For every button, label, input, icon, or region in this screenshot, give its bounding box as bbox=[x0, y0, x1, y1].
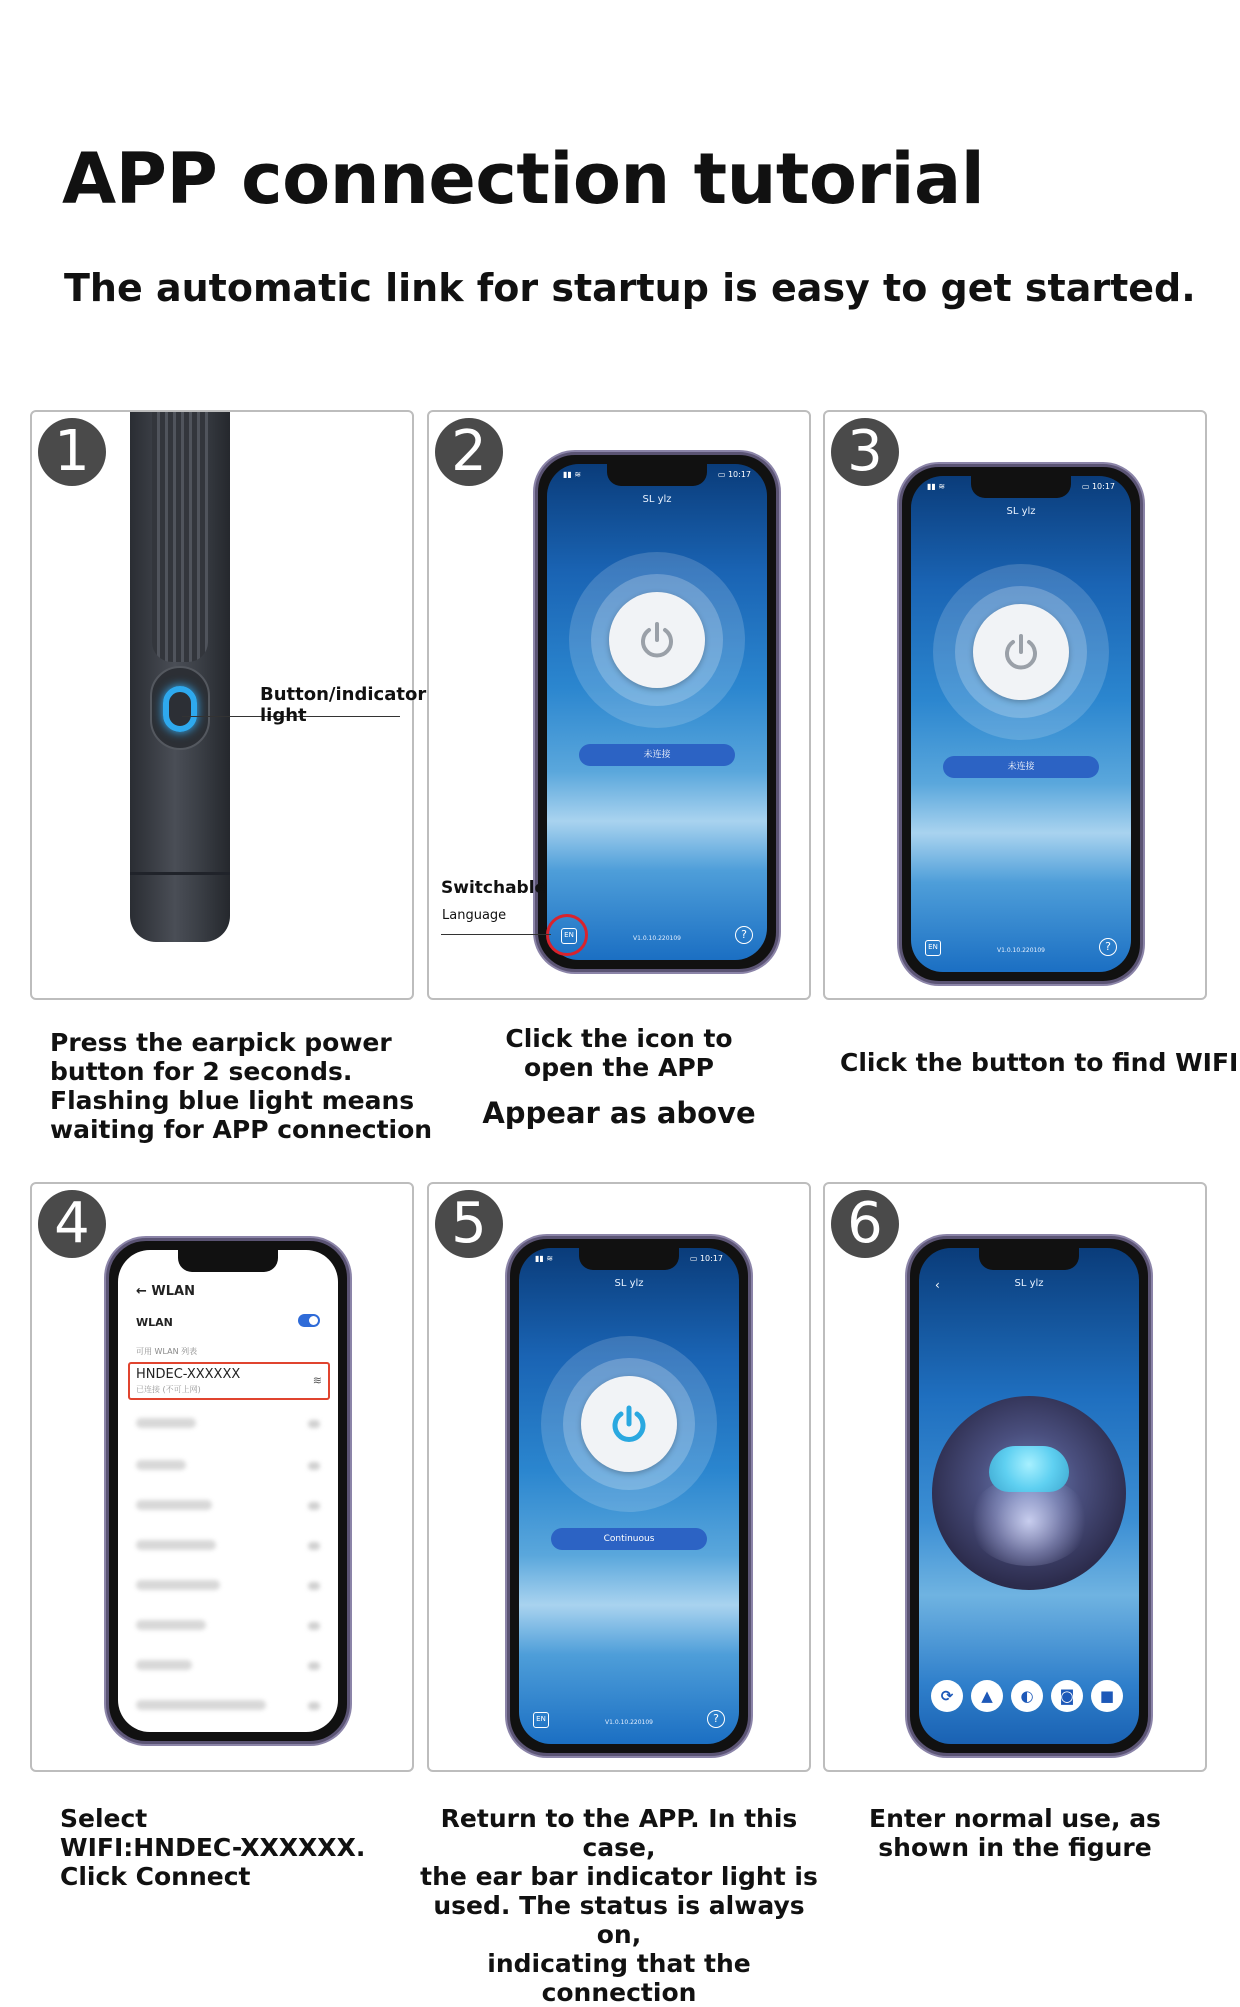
power-button-active[interactable] bbox=[581, 1376, 677, 1472]
power-icon bbox=[997, 628, 1045, 676]
connection-status-pill: Continuous bbox=[551, 1528, 707, 1550]
wlan-toggle[interactable] bbox=[298, 1314, 320, 1327]
language-highlight-circle bbox=[546, 914, 588, 956]
wifi-signal-icon: ≋ bbox=[312, 1374, 322, 1387]
step-3-panel bbox=[823, 410, 1207, 1000]
language-icon[interactable]: EN bbox=[561, 928, 577, 944]
camera-toolbar bbox=[931, 1680, 1127, 1714]
page-subtitle: The automatic link for startup is easy to get started. bbox=[64, 266, 1196, 310]
power-icon bbox=[605, 1400, 653, 1448]
blurred-network-row bbox=[136, 1500, 212, 1510]
rotate-icon[interactable]: ⟳ bbox=[931, 1680, 963, 1712]
appear-as-above: Appear as above bbox=[482, 1096, 756, 1130]
tilt-icon[interactable]: ▲ bbox=[971, 1680, 1003, 1712]
shutter-icon[interactable]: ◐ bbox=[1011, 1680, 1043, 1712]
blurred-network-row bbox=[136, 1580, 220, 1590]
step-5-badge: 5 bbox=[435, 1190, 503, 1258]
step-5-panel bbox=[427, 1182, 811, 1772]
language-icon[interactable]: EN bbox=[533, 1712, 549, 1728]
earpick-device-image bbox=[130, 412, 230, 942]
step-2-caption: Click the icon to open the APP bbox=[505, 1024, 733, 1082]
step-5-caption: Return to the APP. In this case, the ear bar indicator light is used. The status is always on, indicating that the connection bbox=[420, 1804, 818, 2007]
blurred-network-row bbox=[136, 1460, 186, 1470]
phone-camera-view: ‹ SL ylz ⟳ ▲ ◐ ◙ ■ bbox=[907, 1236, 1151, 1756]
step-2-badge: 2 bbox=[435, 418, 503, 486]
app-name: SL ylz bbox=[642, 494, 672, 505]
phone-app-connected: ▮▮ ≋ ▭ 10:17 SL ylz Continuous EN V1.0.10.220109 ? bbox=[507, 1236, 751, 1756]
network-name: HNDEC-XXXXXX bbox=[136, 1367, 241, 1382]
blurred-network-row bbox=[136, 1620, 206, 1630]
network-status: 已连接 (不可上网) bbox=[136, 1385, 201, 1394]
phone-app-home: ▮▮ ≋ ▭ 10:17 SL ylz 未连接 EN V1.0.10.220109 ? bbox=[535, 452, 779, 972]
step-6-badge: 6 bbox=[831, 1190, 899, 1258]
blurred-network-row bbox=[136, 1418, 196, 1428]
help-icon[interactable]: ? bbox=[707, 1710, 725, 1728]
step-4-panel bbox=[30, 1182, 414, 1772]
step-2-panel bbox=[427, 410, 811, 1000]
help-icon[interactable]: ? bbox=[1099, 938, 1117, 956]
connection-status-pill: 未连接 bbox=[943, 756, 1099, 778]
language-icon[interactable]: EN bbox=[925, 940, 941, 956]
step-4-badge: 4 bbox=[38, 1190, 106, 1258]
phone-app-find-wifi: ▮▮ ≋ ▭ 10:17 SL ylz 未连接 EN V1.0.10.220109 ? bbox=[899, 464, 1143, 984]
indicator-light bbox=[163, 686, 197, 732]
button-indicator-callout: Button/indicator light bbox=[260, 684, 427, 726]
page-title: APP connection tutorial bbox=[62, 138, 985, 220]
help-icon[interactable]: ? bbox=[735, 926, 753, 944]
network-item-hndec[interactable] bbox=[128, 1362, 330, 1400]
wlan-header: ← WLAN bbox=[136, 1284, 195, 1299]
blurred-network-row bbox=[136, 1540, 216, 1550]
power-icon bbox=[633, 616, 681, 664]
blurred-network-row bbox=[136, 1660, 192, 1670]
connection-status-pill: 未连接 bbox=[579, 744, 735, 766]
language-label: Language bbox=[442, 908, 507, 923]
available-networks-label: 可用 WLAN 列表 bbox=[136, 1347, 198, 1356]
app-version: V1.0.10.220109 bbox=[633, 935, 681, 942]
step-4-caption: Select WIFI:HNDEC-XXXXXX. Click Connect bbox=[60, 1804, 366, 1891]
phone-wlan-settings bbox=[106, 1238, 350, 1744]
step-6-panel bbox=[823, 1182, 1207, 1772]
camera-icon[interactable]: ◙ bbox=[1051, 1680, 1083, 1712]
switchable-label: Switchable bbox=[441, 878, 547, 898]
video-icon[interactable]: ■ bbox=[1091, 1680, 1123, 1712]
blurred-network-row bbox=[136, 1700, 266, 1710]
step-3-caption: Click the button to find WIFI bbox=[840, 1048, 1239, 1077]
callout-line bbox=[441, 934, 551, 935]
wlan-toggle-row[interactable]: WLAN bbox=[136, 1316, 320, 1329]
power-button[interactable] bbox=[973, 604, 1069, 700]
step-6-caption: Enter normal use, as shown in the figure bbox=[869, 1804, 1161, 1862]
camera-feed bbox=[932, 1396, 1126, 1590]
step-1-badge: 1 bbox=[38, 418, 106, 486]
back-arrow-icon[interactable]: ‹ bbox=[935, 1278, 940, 1292]
step-3-badge: 3 bbox=[831, 418, 899, 486]
step-1-caption: Press the earpick power button for 2 seconds. Flashing blue light means waiting for APP connection bbox=[50, 1028, 433, 1144]
power-button[interactable] bbox=[609, 592, 705, 688]
step-1-panel bbox=[30, 410, 427, 1000]
